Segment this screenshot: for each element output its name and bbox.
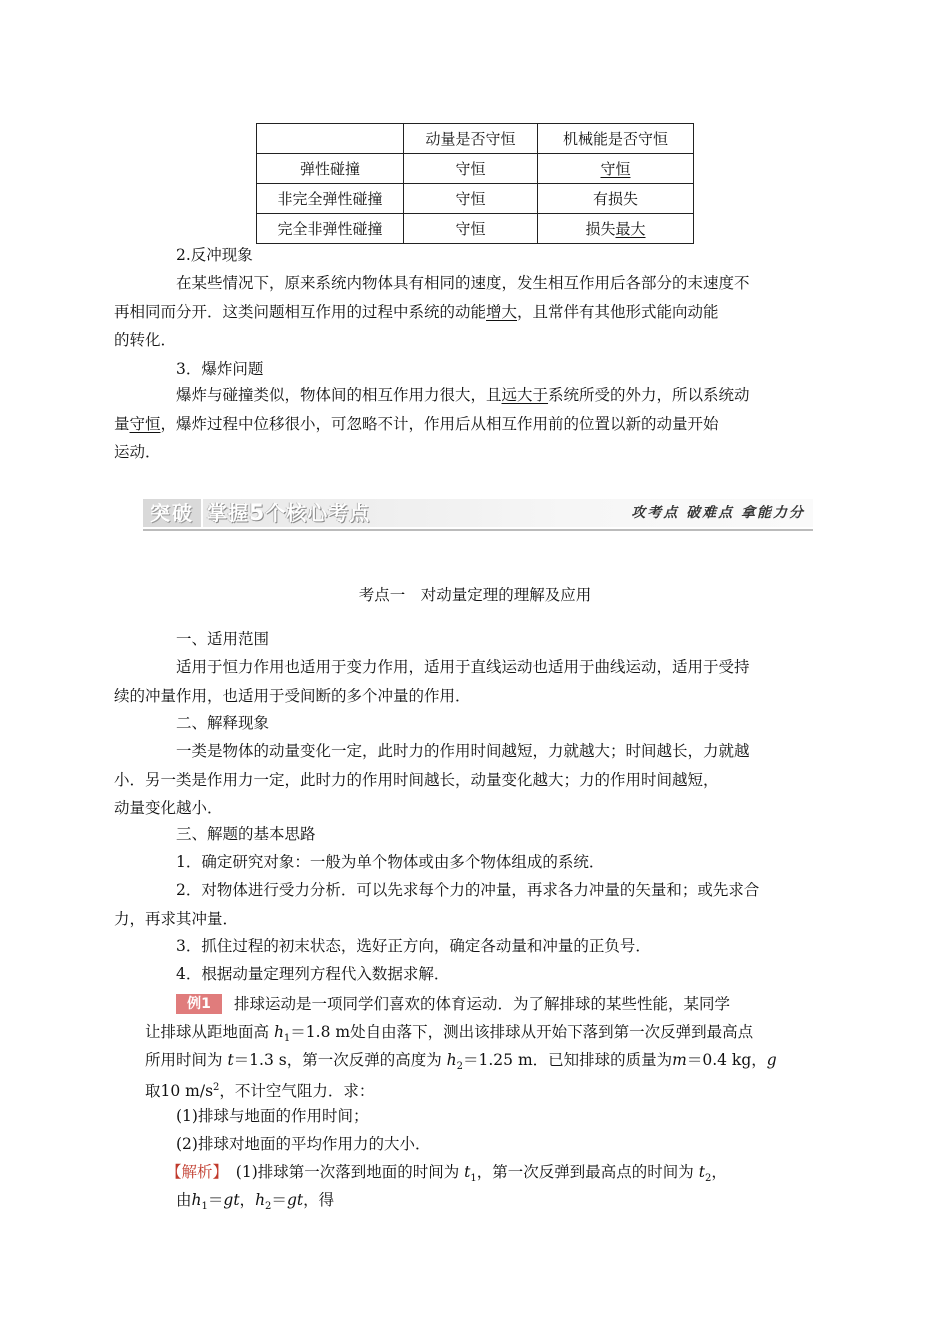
example-badge: 例1 — [176, 994, 222, 1014]
text-line: 爆炸与碰撞类似，物体间的相互作用力很大，且 — [176, 386, 502, 404]
step-3: 3．抓住过程的初末状态，选好正方向，确定各动量和冲量的正负号． — [176, 937, 651, 955]
table-cell-underlined: 守恒 — [600, 160, 631, 178]
table-row — [257, 184, 694, 214]
collision-comparison-table — [256, 123, 694, 244]
text-line: ，爆炸过程中位移很小，可忽略不计，作用后从相互作用前的位置以新的动量开始 — [160, 414, 719, 433]
table-cell: 守恒 — [404, 154, 538, 184]
example-line-2: 让排球从距地面高 $h_1=1.8$ m处自由落下，测出该排球从开始下落到第一次反弹到最高点 — [145, 1023, 754, 1045]
example-1 — [176, 990, 816, 1019]
text-line: 量 — [114, 414, 130, 433]
text-line: ，且常伴有其他形式能向动能 — [517, 302, 719, 321]
underlined-term: 远大于 — [501, 386, 549, 404]
paragraph-recoil — [114, 269, 813, 355]
text-line: 在某些情况下，原来系统内物体具有相同的速度，发生相互作用后各部分的末速度不 — [176, 274, 750, 292]
text-line: 排球运动是一项同学们喜欢的体育运动．为了解排球的某些性能，某同学 — [234, 995, 731, 1013]
text-line: 续的冲量作用，也适用于受间断的多个冲量的作用． — [114, 686, 471, 705]
text-line: 力，再求其冲量． — [114, 909, 239, 928]
section-heading-explosion: 3．爆炸问题 — [176, 360, 264, 378]
table-cell: 损失最大 — [538, 214, 694, 244]
text-line: 动量变化越小． — [114, 799, 223, 817]
underlined-term: 增大 — [486, 302, 518, 321]
example-line-3: 所用时间为 t＝1.3 s，第一次反弹的高度为 $h_2=1.25$ m．已知排球的质量为m＝0.4 kg，g — [145, 1051, 777, 1073]
subheading-approach: 三、解题的基本思路 — [176, 825, 316, 843]
text-line: 一类是物体的动量变化一定，此时力的作用时间越短，力就越大；时间越长，力就越 — [176, 742, 750, 760]
solution-label: 【解析】 — [166, 1163, 221, 1181]
table-cell: 完全非弹性碰撞 — [257, 214, 404, 244]
subheading-explain: 二、解释现象 — [176, 714, 270, 732]
table-cell: 守恒 — [404, 184, 538, 214]
text-line: 2．对物体进行受力分析．可以先求每个力的冲量，再求各力冲量的矢量和；或先求合 — [176, 881, 760, 899]
table-header-cell: 动量是否守恒 — [404, 124, 538, 154]
table-cell — [538, 154, 694, 184]
table-row — [257, 154, 694, 184]
banner-slogan: 攻考点 破难点 拿能力分 — [631, 505, 805, 521]
step-1: 1．确定研究对象：一般为单个物体或由多个物体组成的系统． — [176, 853, 605, 871]
solution-line-1: 【解析】 (1)排球第一次落到地面的时间为 $t_1$，第一次反弹到最高点的时间为 $t_2$， — [166, 1163, 727, 1185]
table-cell: 有损失 — [538, 184, 694, 214]
subheading-scope: 一、适用范围 — [176, 630, 270, 648]
text-line: 适用于恒力作用也适用于变力作用，适用于直线运动也适用于曲线运动，适用于受持 — [176, 658, 750, 676]
example-line-4: 取10 $m/s^2$，不计空气阻力．求： — [145, 1082, 375, 1101]
paragraph-scope — [114, 653, 813, 710]
paragraph-explain — [114, 737, 813, 823]
topic-title: 考点一 对动量定理的理解及应用 — [358, 586, 592, 604]
question-2: (2)排球对地面的平均作用力的大小． — [176, 1135, 431, 1153]
banner-title: 掌握5个核心考点 — [207, 501, 371, 526]
paragraph-explosion — [114, 381, 813, 467]
section-banner — [143, 496, 813, 533]
table-cell: 弹性碰撞 — [257, 154, 404, 184]
table-header-cell — [257, 124, 404, 154]
section-heading-recoil: 2.反冲现象 — [176, 246, 253, 264]
question-1: (1)排球与地面的作用时间； — [176, 1107, 369, 1125]
table-header-cell: 机械能是否守恒 — [538, 124, 694, 154]
step-2 — [114, 876, 813, 933]
text-line: 运动． — [114, 443, 161, 461]
banner-underline — [143, 529, 813, 531]
table-row — [257, 214, 694, 244]
text-line: 小．另一类是作用力一定，此时力的作用时间越长，动量变化越大；力的作用时间越短， — [114, 770, 719, 789]
underlined-term: 守恒 — [129, 414, 161, 433]
text-line: 系统所受的外力，所以系统动 — [548, 386, 750, 404]
table-header-row — [257, 124, 694, 154]
table-cell: 非完全弹性碰撞 — [257, 184, 404, 214]
solution-line-2: 由$h_1=gt$，$h_2=gt$，得 — [176, 1191, 335, 1213]
table-cell: 守恒 — [404, 214, 538, 244]
banner-tag: 突破 — [143, 499, 201, 527]
text-line: 的转化． — [114, 331, 177, 349]
step-4: 4．根据动量定理列方程代入数据求解． — [176, 965, 450, 983]
text-line: 再相同而分开．这类问题相互作用的过程中系统的动能 — [114, 302, 487, 321]
